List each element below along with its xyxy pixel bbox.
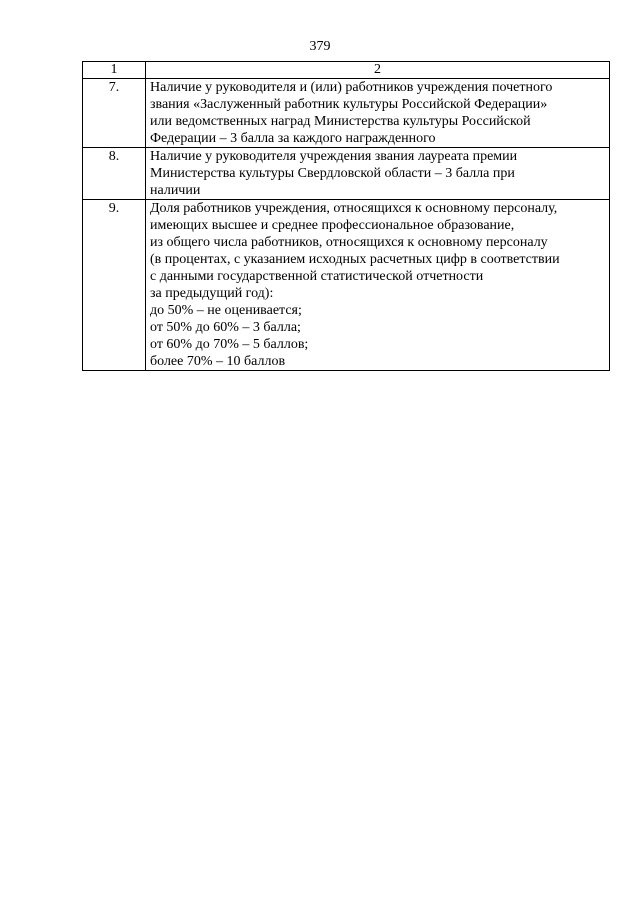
text-line: от 60% до 70% – 5 баллов; (150, 337, 309, 352)
text-line: Наличие у руководителя учреждения звания лауреата премии (150, 149, 518, 164)
header-cell-2: 2 (146, 62, 610, 79)
text-line: (в процентах, с указанием исходных расчетных цифр в соответствии (150, 252, 560, 267)
table-row-8 (83, 148, 610, 200)
table-header-row (83, 62, 610, 79)
text-line: имеющих высшее и среднее профессиональное образование, (150, 218, 515, 233)
row-number: 8. (83, 148, 146, 200)
header-cell-1: 1 (83, 62, 146, 79)
text-line: Доля работников учреждения, относящихся к основному персоналу, (150, 201, 558, 216)
table-row-9 (83, 200, 610, 371)
table-row-7 (83, 79, 610, 148)
row-text (146, 148, 610, 200)
row-number: 7. (83, 79, 146, 148)
text-line: звания «Заслуженный работник культуры Российской Федерации» (150, 97, 548, 112)
page-number: 379 (309, 39, 331, 54)
text-line: более 70% – 10 баллов (150, 354, 286, 369)
text-line: Министерства культуры Свердловской области – 3 балла при (150, 166, 515, 181)
text-line: до 50% – не оценивается; (150, 303, 302, 318)
row-number: 9. (83, 200, 146, 371)
text-line: с данными государственной статистической отчетности (150, 269, 484, 284)
text-line: Наличие у руководителя и (или) работников учреждения почетного (150, 80, 553, 95)
row-text (146, 79, 610, 148)
text-line: или ведомственных наград Министерства культуры Российской (150, 114, 531, 129)
text-line: наличии (150, 183, 201, 198)
text-line: Федерации – 3 балла за каждого награжденного (150, 131, 436, 146)
text-line: из общего числа работников, относящихся к основному персоналу (150, 235, 548, 250)
text-line: за предыдущий год): (150, 286, 274, 301)
text-line: от 50% до 60% – 3 балла; (150, 320, 301, 335)
criteria-table (82, 61, 610, 371)
row-text (146, 200, 610, 371)
